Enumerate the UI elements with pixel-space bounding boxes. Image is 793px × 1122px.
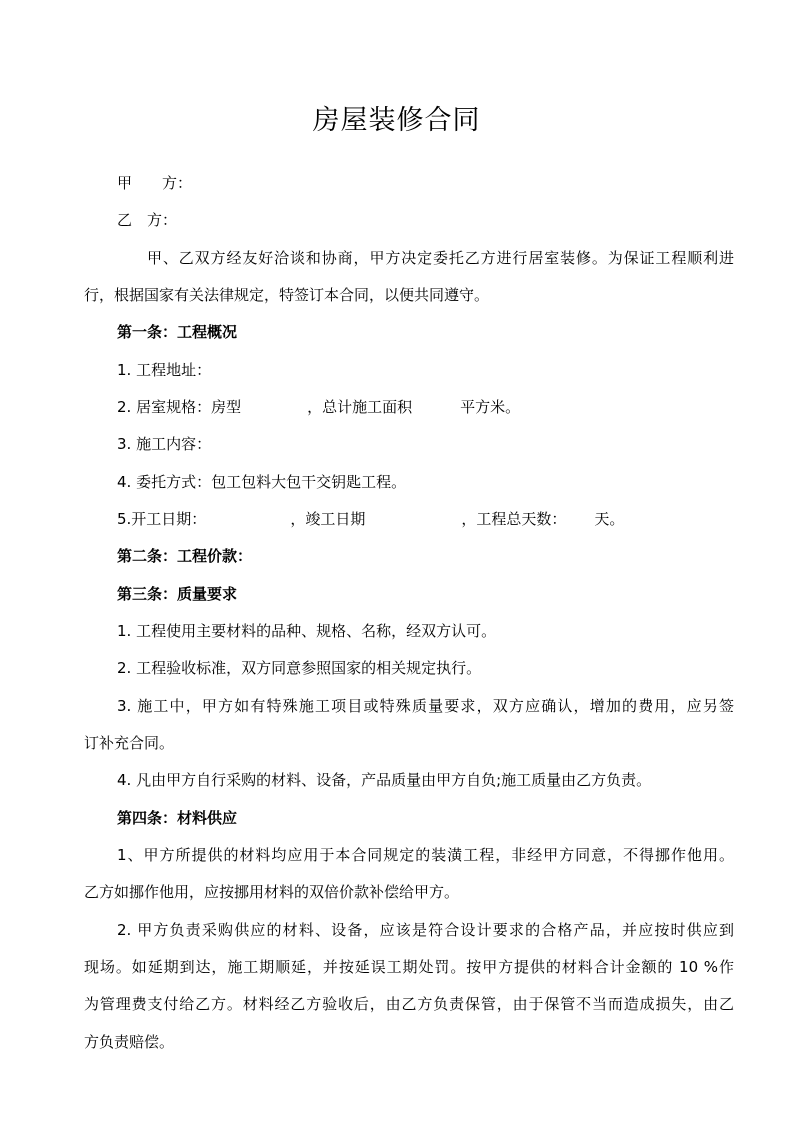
completion-date-label: ，竣工日期 <box>290 510 366 528</box>
document-title: 房屋装修合同 <box>312 105 481 136</box>
article-4-item-1-line-1: 1、甲方所提供的材料均应用于本合同规定的装潢工程，非经甲方同意，不得挪作他用。 <box>117 846 734 864</box>
article-3-item-2: 2. 工程验收标准，双方同意参照国家的相关规定执行。 <box>117 659 482 677</box>
article-1-item-2 <box>117 397 767 417</box>
start-date-label: 5.开工日期： <box>117 510 207 528</box>
article-3-item-3-line-2: 订补充合同。 <box>84 734 175 752</box>
days-unit: 天。 <box>594 510 625 528</box>
article-3-item-3-line-1: 3. 施工中，甲方如有特殊施工项目或特殊质量要求，双方应确认，增加的费用，应另签 <box>117 697 734 715</box>
article-1-item-5 <box>117 509 767 529</box>
article-4-item-2-line-1: 2. 甲方负责采购供应的材料、设备，应该是符合设计要求的合格产品，并应按时供应到 <box>117 921 734 939</box>
article-4-heading: 第四条：材料供应 <box>117 809 238 827</box>
article-1-item-4: 4. 委托方式：包工包料大包干交钥匙工程。 <box>117 473 407 491</box>
article-4-item-2-line-4: 方负责赔偿。 <box>84 1033 175 1051</box>
room-type-label: 2. 居室规格：房型 <box>117 398 242 416</box>
party-a-label: 甲 方： <box>117 174 193 192</box>
area-label: ，总计施工面积 <box>307 398 413 416</box>
article-1-heading: 第一条：工程概况 <box>117 323 238 341</box>
article-3-heading: 第三条：质量要求 <box>117 585 238 603</box>
intro-paragraph-line-2: 行，根据国家有关法律规定，特签订本合同，以便共同遵守。 <box>84 286 490 304</box>
article-3-item-4: 4. 凡由甲方自行采购的材料、设备，产品质量由甲方自负;施工质量由乙方负责。 <box>117 771 652 789</box>
intro-paragraph-line-1: 甲、乙双方经友好洽谈和协商，甲方决定委托乙方进行居室装修。为保证工程顺利进 <box>147 249 734 267</box>
party-b-label: 乙 方： <box>117 211 178 229</box>
article-1-item-1: 1. 工程地址： <box>117 361 212 379</box>
article-4-item-2-line-3: 为管理费支付给乙方。材料经乙方验收后，由乙方负责保管，由于保管不当而造成损失，由乙 <box>84 995 734 1013</box>
article-4-item-2-line-2: 现场。如延期到达，施工期顺延，并按延误工期处罚。按甲方提供的材料合计金额的 10 %作 <box>84 958 734 976</box>
article-2-heading: 第二条：工程价款： <box>117 547 253 565</box>
area-unit: 平方米。 <box>460 398 521 416</box>
total-days-label: ，工程总天数： <box>461 510 567 528</box>
article-3-item-1: 1. 工程使用主要材料的品种、规格、名称，经双方认可。 <box>117 622 497 640</box>
article-1-item-3: 3. 施工内容： <box>117 435 212 453</box>
article-4-item-1-line-2: 乙方如挪作他用，应按挪用材料的双倍价款补偿给甲方。 <box>84 883 460 901</box>
